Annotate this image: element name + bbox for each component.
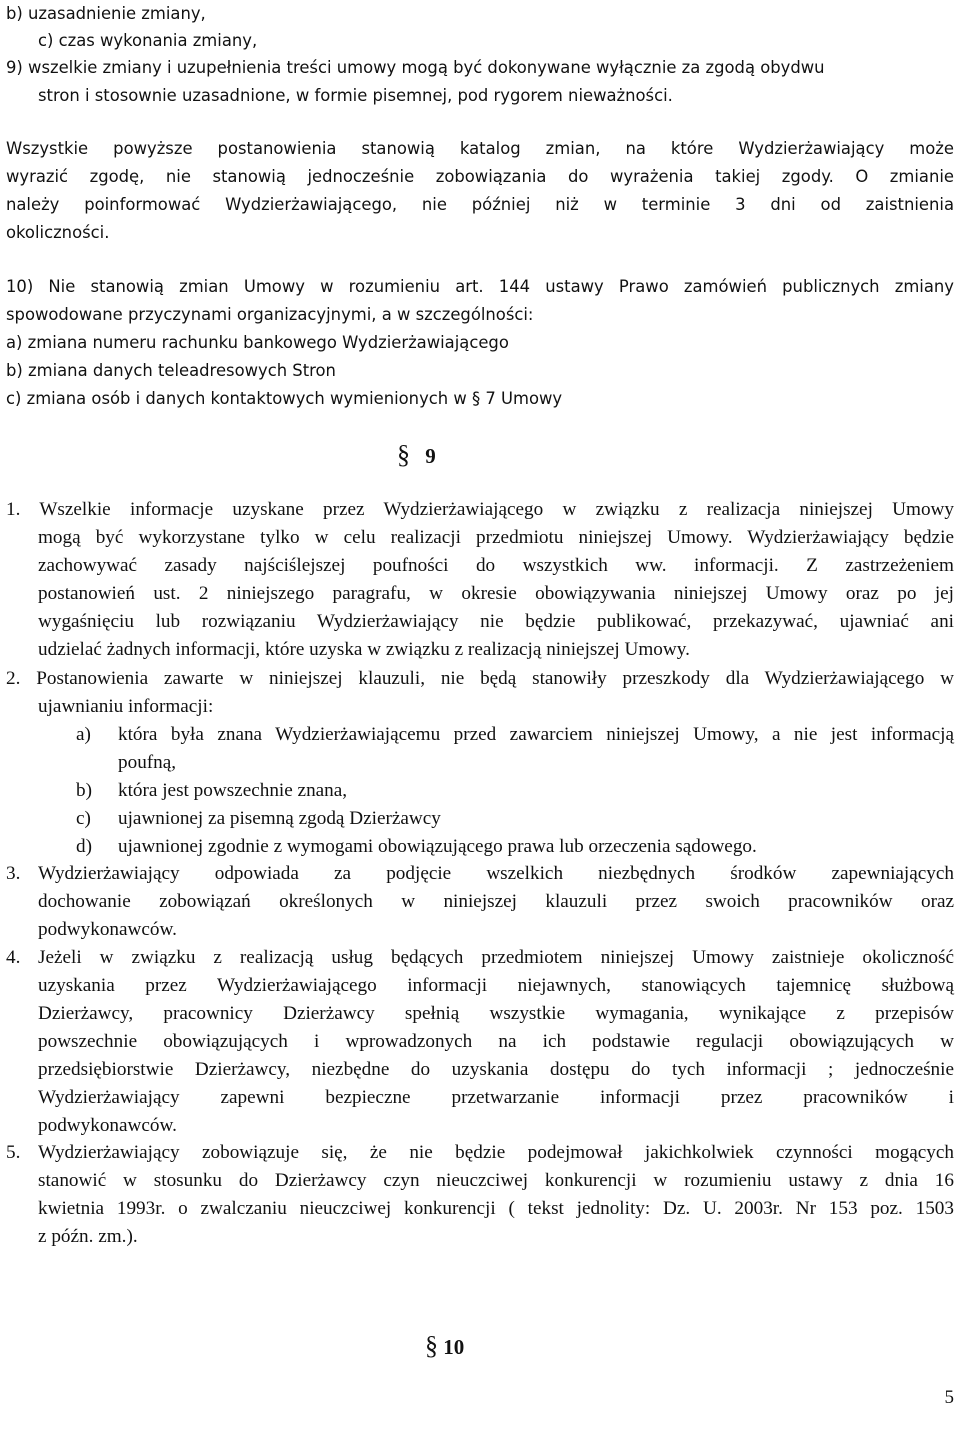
list-marker: b): [76, 780, 92, 801]
text-line: Dzierżawcy, pracownicy Dzierżawcy spełnią wszystkie wymagania, wynikające z przepisów: [38, 1003, 954, 1024]
list-item-text: ujawnionej zgodnie z wymogami obowiązującego prawa lub orzeczenia sądowego.: [118, 836, 757, 857]
list-marker: a): [76, 724, 91, 745]
text-line: udzielać żadnych informacji, które uzyska w związku z realizacją niniejszej Umowy.: [38, 639, 690, 660]
text-line: mogą być wykorzystane tylko w celu realizacji przedmiotu niniejszej Umowy. Wydzierżawiający będzie: [38, 527, 954, 548]
text-line: Wydzierżawiający zobowiązuje się, że nie będzie podejmował jakichkolwiek czynności mogących: [38, 1142, 954, 1163]
text-line: c) zmiana osób i danych kontaktowych wymienionych w § 7 Umowy: [6, 389, 563, 408]
text-line: c) czas wykonania zmiany,: [38, 31, 258, 50]
section-number: 10: [443, 1335, 465, 1359]
paragraph-number: 3.: [6, 863, 21, 884]
text-line: wyrazić zgodę, nie stanowią jednocześnie zobowiązania do wyrażenia takiej zgody. O zmianie: [6, 167, 954, 186]
text-line: podwykonawców.: [38, 919, 177, 940]
list-item-text: poufną,: [118, 752, 177, 773]
text-line: dochowanie zobowiązań określonych w niniejszej klauzuli przez swoich pracowników oraz: [38, 891, 954, 912]
section-number: 9: [425, 444, 436, 468]
text-line: spowodowane przyczynami organizacyjnymi, a w szczególności:: [6, 305, 534, 324]
page-number: 5: [944, 1387, 954, 1408]
list-item-text: ujawnionej za pisemną zgodą Dzierżawcy: [118, 808, 441, 829]
text-line: Jeżeli w związku z realizacją usług będących przedmiotem niniejszej Umowy zaistnieje okoliczność: [38, 947, 954, 968]
text-line: należy poinformować Wydzierżawiającego, nie później niż w terminie 3 dni od zaistnienia: [6, 195, 954, 214]
text-line: a) zmiana numeru rachunku bankowego Wydzierżawiającego: [6, 333, 509, 352]
text-line: stanowić w stosunku do Dzierżawcy czyn nieuczciwej konkurencji w rozumieniu ustawy z dnia 16: [38, 1170, 954, 1191]
text-line: 2. Postanowienia zawarte w niniejszej klauzuli, nie będą stanowiły przeszkody dla Wydzierżawiającego w: [6, 668, 954, 689]
text-line: b) zmiana danych teleadresowych Stron: [6, 361, 336, 380]
text-span: 9) wszelkie zmiany i uzupełnienia treści umowy mogą być dokonywane wyłącznie za zgodą obydwu: [6, 58, 825, 77]
text-line: okoliczności.: [6, 223, 110, 242]
list-item-text: która jest powszechnie znana,: [118, 780, 348, 801]
text-line: postanowień ust. 2 niniejszego paragrafu, w okresie obowiązywania niniejszej Umowy oraz po jej: [38, 583, 954, 604]
text-line: przedsiębiorstwie Dzierżawcy, niezbędne do uzyskania dostępu do tych informacji ; jednocześnie: [38, 1059, 954, 1080]
section-heading-10: [425, 1332, 464, 1361]
section-heading-9: [397, 441, 436, 470]
text-line: wygaśnięciu lub rozwiązaniu Wydzierżawiający nie będzie publikować, przekazywać, ujawniać ani: [38, 611, 954, 632]
text-line: ujawnianiu informacji:: [38, 696, 214, 717]
text-line: b) uzasadnienie zmiany,: [6, 4, 206, 23]
list-marker: c): [76, 808, 91, 829]
text-line: podwykonawców.: [38, 1115, 177, 1136]
text-line: Wydzierżawiający odpowiada za podjęcie wszelkich niezbędnych środków zapewniających: [38, 863, 954, 884]
list-marker: d): [76, 836, 92, 857]
text-line: [6, 55, 954, 81]
text-line: powszechnie obowiązujących i wprowadzonych na ich podstawie regulacji obowiązujących w: [38, 1031, 954, 1052]
text-line: z późn. zm.).: [38, 1226, 138, 1247]
paragraph-number: 4.: [6, 947, 21, 968]
text-line: kwietnia 1993r. o zwalczaniu nieuczciwej konkurencji ( tekst jednolity: Dz. U. 2003r. Nr 153 poz. 1503: [38, 1198, 954, 1219]
section-symbol: §: [397, 440, 410, 469]
list-item-text: która była znana Wydzierżawiającemu przed zawarciem niniejszej Umowy, a nie jest informacją: [118, 724, 954, 745]
text-line: zachowywać zasady najściślejszej poufności do wszystkich ww. informacji. Z zastrzeżeniem: [38, 555, 954, 576]
text-line: uzyskania przez Wydzierżawiającego informacji niejawnych, stanowiących tajemnicę służbową: [38, 975, 954, 996]
text-line: 10) Nie stanowią zmian Umowy w rozumieniu art. 144 ustawy Prawo zamówień publicznych zmiany: [6, 277, 954, 296]
text-line: stron i stosownie uzasadnione, w formie pisemnej, pod rygorem nieważności.: [38, 86, 673, 105]
paragraph-number: 5.: [6, 1142, 21, 1163]
section-symbol: §: [425, 1331, 438, 1360]
text-line: 1. Wszelkie informacje uzyskane przez Wydzierżawiającego w związku z realizacja niniejszej Umowy: [6, 499, 954, 520]
text-line: Wszystkie powyższe postanowienia stanowią katalog zmian, na które Wydzierżawiający może: [6, 139, 954, 158]
text-line: Wydzierżawiający zapewni bezpieczne przetwarzanie informacji przez pracowników i: [38, 1087, 954, 1108]
